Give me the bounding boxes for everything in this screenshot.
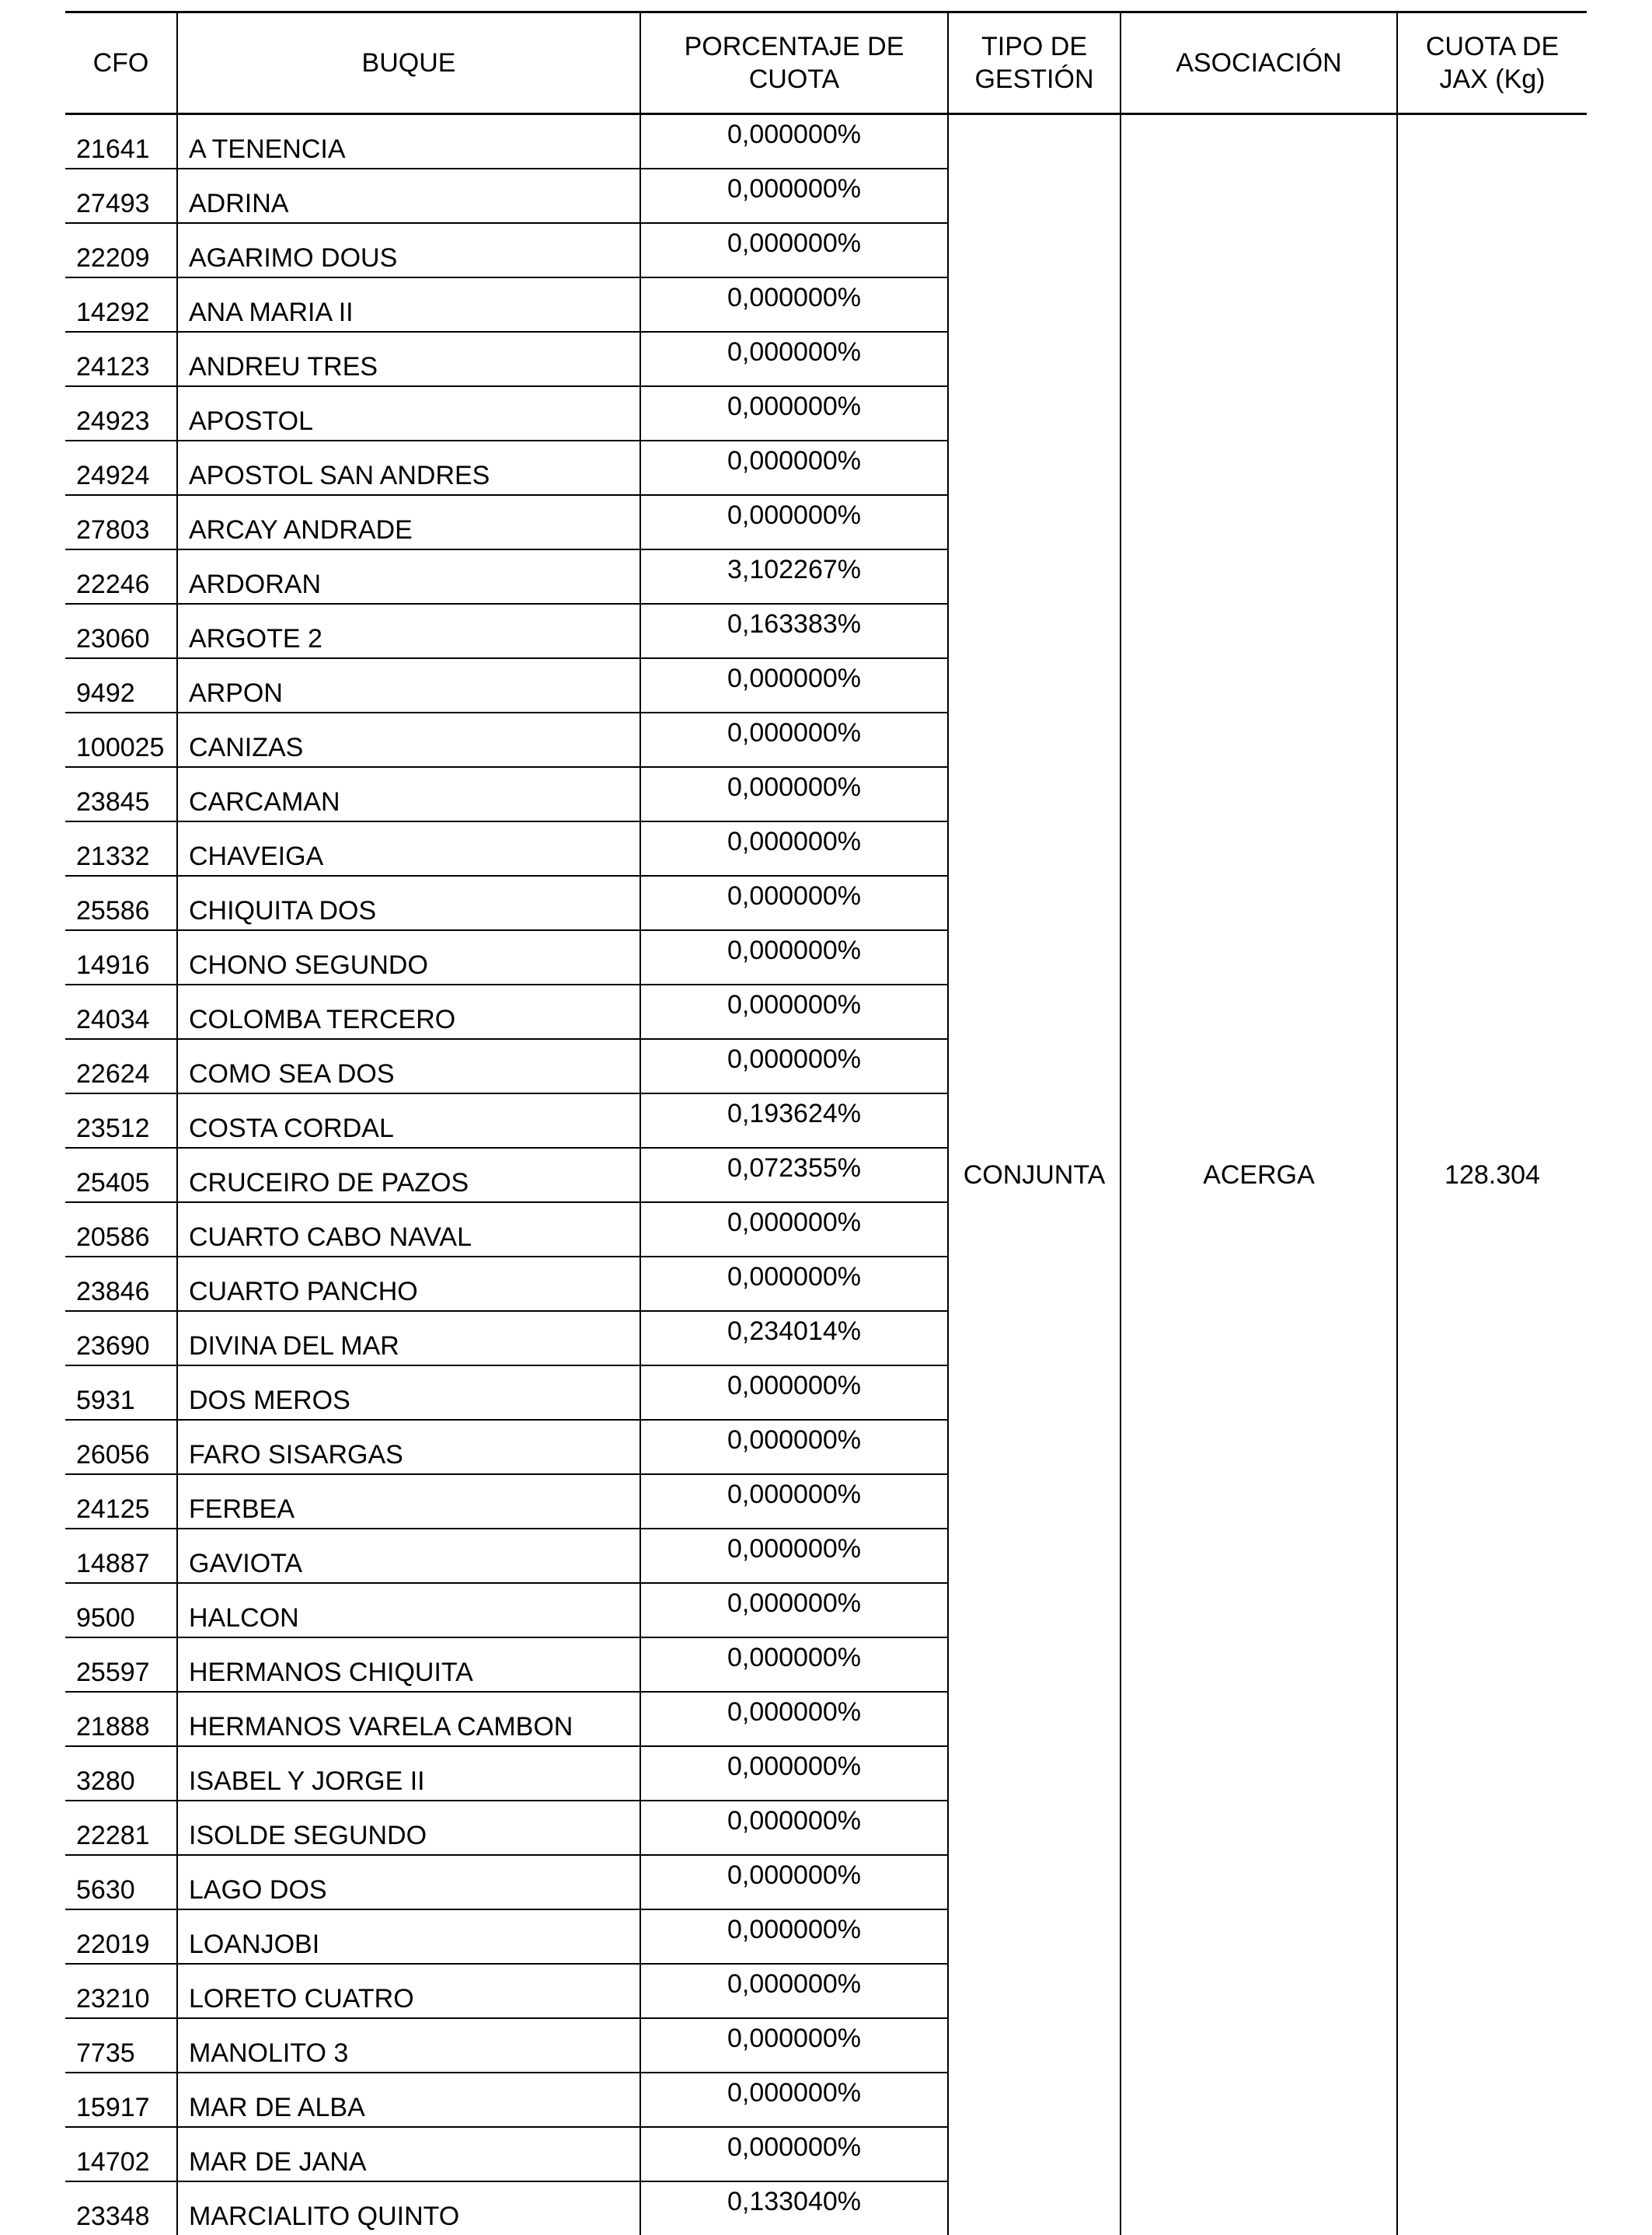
cfo-cell: 23512 xyxy=(65,1093,177,1148)
buque-cell: APOSTOL xyxy=(177,386,640,441)
table-row xyxy=(65,114,1587,169)
buque-cell: ARDORAN xyxy=(177,549,640,604)
table-body xyxy=(65,114,1587,2235)
cfo-cell: 24123 xyxy=(65,332,177,386)
cfo-cell: 21641 xyxy=(65,114,177,169)
porcentaje-cell: 0,000000% xyxy=(640,985,948,1039)
porcentaje-cell: 0,000000% xyxy=(640,1855,948,1909)
buque-cell: CUARTO CABO NAVAL xyxy=(177,1202,640,1257)
cfo-cell: 22209 xyxy=(65,223,177,277)
porcentaje-cell: 0,000000% xyxy=(640,1746,948,1801)
cfo-cell: 26056 xyxy=(65,1420,177,1474)
porcentaje-cell: 0,000000% xyxy=(640,713,948,767)
porcentaje-cell: 0,000000% xyxy=(640,1365,948,1420)
header-cuota-line2: JAX (Kg) xyxy=(1439,65,1545,94)
cfo-cell: 23348 xyxy=(65,2181,177,2235)
header-porcentaje: PORCENTAJE DE CUOTA xyxy=(640,12,948,114)
cfo-cell: 23210 xyxy=(65,1964,177,2018)
cuota-cell: 128.304 xyxy=(1397,114,1587,2235)
buque-cell: CHAVEIGA xyxy=(177,821,640,876)
buque-cell: A TENENCIA xyxy=(177,114,640,169)
porcentaje-cell: 0,193624% xyxy=(640,1093,948,1148)
porcentaje-cell: 0,000000% xyxy=(640,1529,948,1583)
porcentaje-cell: 0,000000% xyxy=(640,1202,948,1257)
buque-cell: MANOLITO 3 xyxy=(177,2018,640,2073)
porcentaje-cell: 0,000000% xyxy=(640,1801,948,1855)
cfo-cell: 9500 xyxy=(65,1583,177,1637)
porcentaje-cell: 0,000000% xyxy=(640,658,948,713)
cfo-cell: 25586 xyxy=(65,876,177,930)
buque-cell: CHIQUITA DOS xyxy=(177,876,640,930)
buque-cell: ARCAY ANDRADE xyxy=(177,495,640,549)
cfo-cell: 7735 xyxy=(65,2018,177,2073)
buque-cell: ANDREU TRES xyxy=(177,332,640,386)
porcentaje-cell: 0,000000% xyxy=(640,277,948,332)
buque-cell: LOANJOBI xyxy=(177,1909,640,1964)
porcentaje-cell: 0,163383% xyxy=(640,604,948,658)
buque-cell: ARGOTE 2 xyxy=(177,604,640,658)
porcentaje-cell: 0,000000% xyxy=(640,223,948,277)
buque-cell: CANIZAS xyxy=(177,713,640,767)
buque-cell: ARPON xyxy=(177,658,640,713)
porcentaje-cell: 0,000000% xyxy=(640,930,948,985)
porcentaje-cell: 3,102267% xyxy=(640,549,948,604)
buque-cell: CRUCEIRO DE PAZOS xyxy=(177,1148,640,1202)
table-header xyxy=(65,12,1587,114)
buque-cell: DOS MEROS xyxy=(177,1365,640,1420)
cfo-cell: 24125 xyxy=(65,1474,177,1529)
buque-cell: COLOMBA TERCERO xyxy=(177,985,640,1039)
buque-cell: CARCAMAN xyxy=(177,767,640,821)
buque-cell: ISABEL Y JORGE II xyxy=(177,1746,640,1801)
buque-cell: MARCIALITO QUINTO xyxy=(177,2181,640,2235)
cfo-cell: 24923 xyxy=(65,386,177,441)
cfo-cell: 9492 xyxy=(65,658,177,713)
buque-cell: COMO SEA DOS xyxy=(177,1039,640,1093)
header-buque: BUQUE xyxy=(177,12,640,114)
cfo-cell: 15917 xyxy=(65,2073,177,2127)
cfo-cell: 100025 xyxy=(65,713,177,767)
tipo-gestion-cell: CONJUNTA xyxy=(948,114,1121,2235)
cfo-cell: 14916 xyxy=(65,930,177,985)
cfo-cell: 14702 xyxy=(65,2127,177,2181)
header-cfo: CFO xyxy=(65,12,177,114)
porcentaje-cell: 0,000000% xyxy=(640,2073,948,2127)
porcentaje-cell: 0,000000% xyxy=(640,1474,948,1529)
porcentaje-cell: 0,000000% xyxy=(640,386,948,441)
buque-cell: FERBEA xyxy=(177,1474,640,1529)
cfo-cell: 14292 xyxy=(65,277,177,332)
porcentaje-cell: 0,000000% xyxy=(640,495,948,549)
buque-cell: ADRINA xyxy=(177,169,640,223)
header-tipo-line2: GESTIÓN xyxy=(974,65,1093,94)
porcentaje-cell: 0,000000% xyxy=(640,821,948,876)
porcentaje-cell: 0,133040% xyxy=(640,2181,948,2235)
buque-cell: MAR DE ALBA xyxy=(177,2073,640,2127)
porcentaje-cell: 0,000000% xyxy=(640,332,948,386)
cfo-cell: 22624 xyxy=(65,1039,177,1093)
porcentaje-cell: 0,000000% xyxy=(640,1909,948,1964)
cfo-cell: 23845 xyxy=(65,767,177,821)
buque-cell: APOSTOL SAN ANDRES xyxy=(177,441,640,495)
porcentaje-cell: 0,000000% xyxy=(640,767,948,821)
porcentaje-cell: 0,000000% xyxy=(640,1692,948,1746)
cfo-cell: 27493 xyxy=(65,169,177,223)
header-tipo-gestion xyxy=(948,12,1121,114)
quota-table xyxy=(65,11,1587,2235)
buque-cell: ISOLDE SEGUNDO xyxy=(177,1801,640,1855)
cfo-cell: 3280 xyxy=(65,1746,177,1801)
buque-cell: CUARTO PANCHO xyxy=(177,1257,640,1311)
buque-cell: LAGO DOS xyxy=(177,1855,640,1909)
porcentaje-cell: 0,000000% xyxy=(640,876,948,930)
header-row xyxy=(65,12,1587,114)
porcentaje-cell: 0,000000% xyxy=(640,1583,948,1637)
cfo-cell: 20586 xyxy=(65,1202,177,1257)
porcentaje-cell: 0,000000% xyxy=(640,114,948,169)
header-tipo-line1: TIPO DE xyxy=(981,32,1087,61)
porcentaje-cell: 0,000000% xyxy=(640,1257,948,1311)
cfo-cell: 25597 xyxy=(65,1637,177,1692)
porcentaje-cell: 0,000000% xyxy=(640,1637,948,1692)
porcentaje-cell: 0,000000% xyxy=(640,1039,948,1093)
porcentaje-cell: 0,072355% xyxy=(640,1148,948,1202)
porcentaje-cell: 0,000000% xyxy=(640,169,948,223)
cfo-cell: 21888 xyxy=(65,1692,177,1746)
cfo-cell: 14887 xyxy=(65,1529,177,1583)
cfo-cell: 24924 xyxy=(65,441,177,495)
porcentaje-cell: 0,000000% xyxy=(640,441,948,495)
buque-cell: DIVINA DEL MAR xyxy=(177,1311,640,1365)
buque-cell: LORETO CUATRO xyxy=(177,1964,640,2018)
asociacion-cell: ACERGA xyxy=(1121,114,1397,2235)
buque-cell: GAVIOTA xyxy=(177,1529,640,1583)
cfo-cell: 22246 xyxy=(65,549,177,604)
cfo-cell: 24034 xyxy=(65,985,177,1039)
buque-cell: AGARIMO DOUS xyxy=(177,223,640,277)
buque-cell: HERMANOS VARELA CAMBON xyxy=(177,1692,640,1746)
header-cuota xyxy=(1397,12,1587,114)
porcentaje-cell: 0,000000% xyxy=(640,1420,948,1474)
porcentaje-cell: 0,000000% xyxy=(640,2018,948,2073)
buque-cell: MAR DE JANA xyxy=(177,2127,640,2181)
buque-cell: HERMANOS CHIQUITA xyxy=(177,1637,640,1692)
cfo-cell: 23846 xyxy=(65,1257,177,1311)
buque-cell: COSTA CORDAL xyxy=(177,1093,640,1148)
header-cuota-line1: CUOTA DE xyxy=(1426,32,1559,61)
cfo-cell: 22019 xyxy=(65,1909,177,1964)
buque-cell: FARO SISARGAS xyxy=(177,1420,640,1474)
buque-cell: ANA MARIA II xyxy=(177,277,640,332)
porcentaje-cell: 0,234014% xyxy=(640,1311,948,1365)
cfo-cell: 23690 xyxy=(65,1311,177,1365)
porcentaje-cell: 0,000000% xyxy=(640,1964,948,2018)
cfo-cell: 27803 xyxy=(65,495,177,549)
cfo-cell: 5630 xyxy=(65,1855,177,1909)
cfo-cell: 23060 xyxy=(65,604,177,658)
buque-cell: HALCON xyxy=(177,1583,640,1637)
header-asociacion: ASOCIACIÓN xyxy=(1121,12,1397,114)
buque-cell: CHONO SEGUNDO xyxy=(177,930,640,985)
porcentaje-cell: 0,000000% xyxy=(640,2127,948,2181)
cfo-cell: 22281 xyxy=(65,1801,177,1855)
cfo-cell: 25405 xyxy=(65,1148,177,1202)
cfo-cell: 5931 xyxy=(65,1365,177,1420)
cfo-cell: 21332 xyxy=(65,821,177,876)
